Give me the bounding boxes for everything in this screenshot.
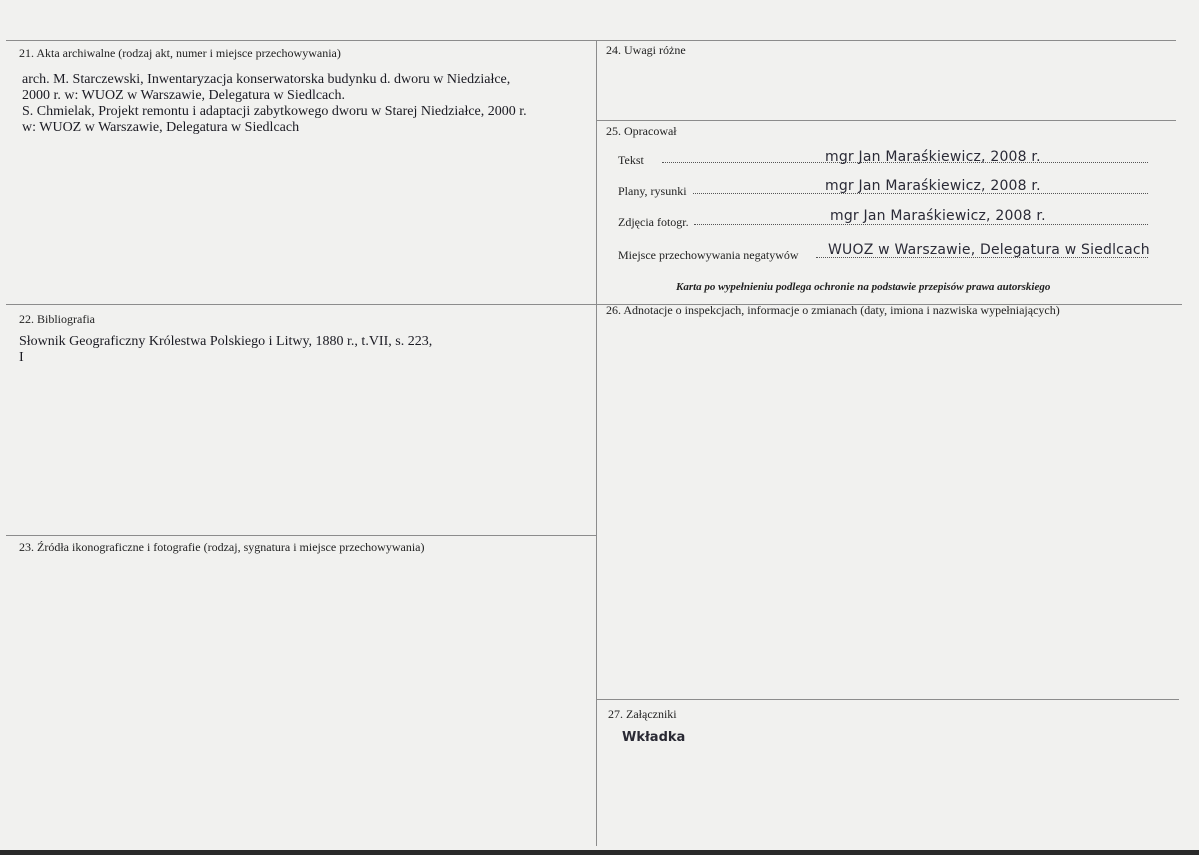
section-22-line-2: I: [19, 350, 24, 365]
section-21-line-1: arch. M. Starczewski, Inwentaryzacja konserwatorska budynku d. dworu w Niedziałce,: [22, 72, 511, 87]
scan-bottom-edge: [0, 850, 1199, 855]
row-zdjecia-value: mgr Jan Maraśkiewicz, 2008 r.: [830, 208, 1046, 224]
row-zdjecia-dotted-line: [694, 224, 1148, 225]
row-negatywy-label: Miejsce przechowywania negatywów: [618, 248, 799, 262]
section-24-label: 24. Uwagi różne: [606, 43, 686, 57]
section-27-value: Wkładka: [622, 730, 686, 745]
section-21-line-3: S. Chmielak, Projekt remontu i adaptacji zabytkowego dworu w Starej Niedziałce, 2000 r.: [22, 104, 527, 119]
section-21-label: 21. Akta archiwalne (rodzaj akt, numer i miejsce przechowywania): [19, 46, 341, 60]
row-plany-label: Plany, rysunki: [618, 184, 687, 198]
section-21-line-2: 2000 r. w: WUOZ w Warszawie, Delegatura w Siedlcach.: [22, 88, 345, 103]
row-zdjecia-label: Zdjęcia fotogr.: [618, 215, 689, 229]
row-tekst-label: Tekst: [618, 153, 644, 167]
rule-22-23: [6, 535, 596, 536]
section-23-label: 23. Źródła ikonograficzne i fotografie (rodzaj, sygnatura i miejsce przechowywania): [19, 540, 425, 554]
section-22-line-1: Słownik Geograficzny Królestwa Polskiego i Litwy, 1880 r., t.VII, s. 223,: [19, 334, 433, 349]
row-plany-value: mgr Jan Maraśkiewicz, 2008 r.: [825, 178, 1041, 194]
section-22-label: 22. Bibliografia: [19, 312, 95, 326]
copyright-notice: Karta po wypełnieniu podlega ochronie na podstawie przepisów prawa autorskiego: [676, 281, 1051, 293]
top-rule: [6, 40, 1176, 41]
row-negatywy-value: WUOZ w Warszawie, Delegatura w Siedlcach: [828, 242, 1150, 258]
section-27-label: 27. Załączniki: [608, 707, 677, 721]
section-21-line-4: w: WUOZ w Warszawie, Delegatura w Siedlcach: [22, 120, 300, 135]
row-tekst-value: mgr Jan Maraśkiewicz, 2008 r.: [825, 149, 1041, 165]
rule-26-27: [596, 699, 1179, 700]
rule-24-25: [596, 120, 1176, 121]
section-26-label: 26. Adnotacje o inspekcjach, informacje o zmianach (daty, imiona i nazwiska wypełniających): [606, 303, 1060, 317]
center-divider: [596, 40, 597, 846]
section-25-label: 25. Opracował: [606, 124, 677, 138]
